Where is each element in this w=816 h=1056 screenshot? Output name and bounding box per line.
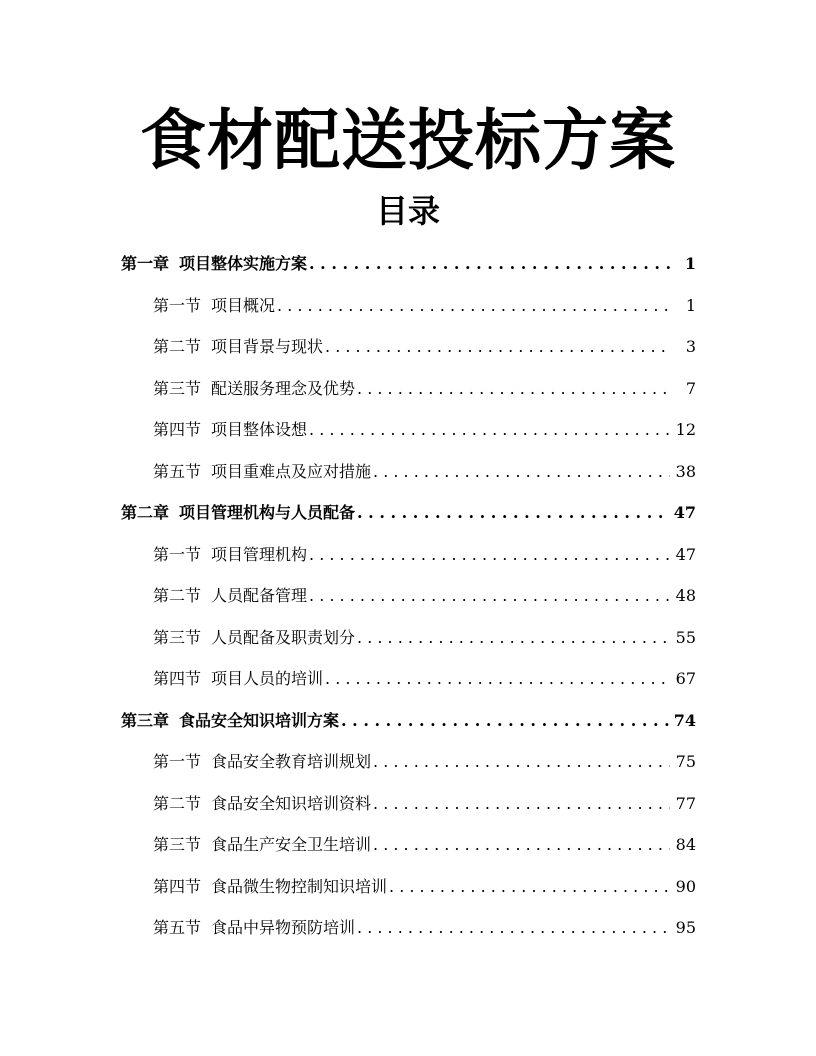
- toc-entry-page: 90: [675, 877, 696, 896]
- toc-entry-page: 84: [675, 835, 696, 854]
- toc-dot-leader: [277, 293, 670, 319]
- toc-entry-page: 75: [675, 752, 696, 771]
- toc-dot-leader: [357, 915, 670, 941]
- toc-entry-label: 食品安全知识培训方案: [179, 711, 340, 730]
- toc-entry-number: 第一节: [153, 296, 202, 315]
- toc-entry-number: 第一节: [153, 545, 202, 564]
- toc-entry-section[interactable]: [153, 376, 696, 402]
- toc-dot-leader: [309, 251, 670, 277]
- toc-entry-number: 第三节: [153, 628, 202, 647]
- toc-entry-page: 48: [675, 586, 696, 605]
- toc-dot-leader: [373, 459, 670, 485]
- document-title: 食材配送投标方案: [140, 101, 676, 179]
- toc-entry-section[interactable]: [153, 293, 696, 319]
- toc-entry-section[interactable]: [153, 417, 696, 443]
- toc-entry-page: 55: [675, 628, 696, 647]
- toc-entry-label: 食品生产安全卫生培训: [211, 835, 372, 854]
- toc-entry-label: 项目人员的培训: [211, 669, 324, 688]
- toc-entry-page: 67: [675, 669, 696, 688]
- toc-dot-leader: [357, 625, 670, 651]
- toc-entry-page: 38: [675, 462, 696, 481]
- toc-entry-section[interactable]: [153, 542, 696, 568]
- toc-dot-leader: [325, 334, 670, 360]
- toc-entry-chapter-1[interactable]: [121, 251, 696, 277]
- toc-entry-label: 食品安全知识培训资料: [211, 794, 372, 813]
- toc-entry-section[interactable]: [153, 832, 696, 858]
- toc-entry-section[interactable]: [153, 625, 696, 651]
- toc-dot-leader: [389, 874, 670, 900]
- toc-entry-section[interactable]: [153, 749, 696, 775]
- toc-entry-page: 12: [675, 420, 696, 439]
- toc-dot-leader: [357, 376, 670, 402]
- toc-entry-number: 第四节: [153, 669, 202, 688]
- toc-entry-label: 食品中异物预防培训: [211, 918, 356, 937]
- toc-entry-number: 第二节: [153, 586, 202, 605]
- toc-entry-section[interactable]: [153, 791, 696, 817]
- toc-dot-leader: [373, 749, 670, 775]
- toc-entry-page: 47: [673, 503, 696, 522]
- toc-entry-page: 1: [685, 296, 696, 315]
- toc-entry-label: 项目整体设想: [211, 420, 308, 439]
- toc-entry-label: 项目整体实施方案: [179, 254, 308, 273]
- toc-entry-label: 食品微生物控制知识培训: [211, 877, 388, 896]
- toc-entry-page: 77: [675, 794, 696, 813]
- toc-dot-leader: [357, 500, 670, 526]
- toc-entry-page: 95: [675, 918, 696, 937]
- toc-entry-label: 食品安全教育培训规划: [211, 752, 372, 771]
- toc-entry-page: 7: [685, 379, 696, 398]
- toc-entry-section[interactable]: [153, 915, 696, 941]
- toc-entry-label: 项目管理机构: [211, 545, 308, 564]
- toc-entry-section[interactable]: [153, 334, 696, 360]
- toc-heading: 目录: [375, 192, 440, 230]
- toc-entry-number: 第三节: [153, 379, 202, 398]
- toc-entry-label: 配送服务理念及优势: [211, 379, 356, 398]
- toc-entry-number: 第一节: [153, 752, 202, 771]
- toc-entry-number: 第四节: [153, 877, 202, 896]
- toc-entry-number: 第二节: [153, 337, 202, 356]
- toc-dot-leader: [309, 417, 670, 443]
- toc-entry-number: 第二章: [121, 503, 170, 522]
- toc-entry-section[interactable]: [153, 666, 696, 692]
- toc-entry-number: 第二节: [153, 794, 202, 813]
- toc-entry-number: 第四节: [153, 420, 202, 439]
- toc-dot-leader: [373, 832, 670, 858]
- toc-entry-number: 第五节: [153, 918, 202, 937]
- toc-entry-page: 1: [684, 254, 696, 273]
- toc-dot-leader: [373, 791, 670, 817]
- toc-entry-section[interactable]: [153, 874, 696, 900]
- toc-entry-label: 项目概况: [211, 296, 276, 315]
- toc-entry-chapter-3[interactable]: [121, 708, 696, 734]
- toc-dot-leader: [325, 666, 670, 692]
- toc-entry-label: 项目背景与现状: [211, 337, 324, 356]
- toc-entry-label: 项目管理机构与人员配备: [179, 503, 356, 522]
- toc-entry-label: 人员配备管理: [211, 586, 308, 605]
- toc-entry-section[interactable]: [153, 583, 696, 609]
- toc-entry-number: 第一章: [121, 254, 170, 273]
- toc-entry-chapter-2[interactable]: [121, 500, 696, 526]
- toc-entry-number: 第三章: [121, 711, 170, 730]
- toc-entry-section[interactable]: [153, 459, 696, 485]
- toc-entry-label: 项目重难点及应对措施: [211, 462, 372, 481]
- toc-entry-label: 人员配备及职责划分: [211, 628, 356, 647]
- toc-entry-number: 第五节: [153, 462, 202, 481]
- toc-dot-leader: [309, 583, 670, 609]
- toc-entry-page: 74: [673, 711, 696, 730]
- toc-entry-number: 第三节: [153, 835, 202, 854]
- toc-dot-leader: [309, 542, 670, 568]
- toc-entry-page: 3: [685, 337, 696, 356]
- toc-entry-page: 47: [675, 545, 696, 564]
- toc-dot-leader: [341, 708, 670, 734]
